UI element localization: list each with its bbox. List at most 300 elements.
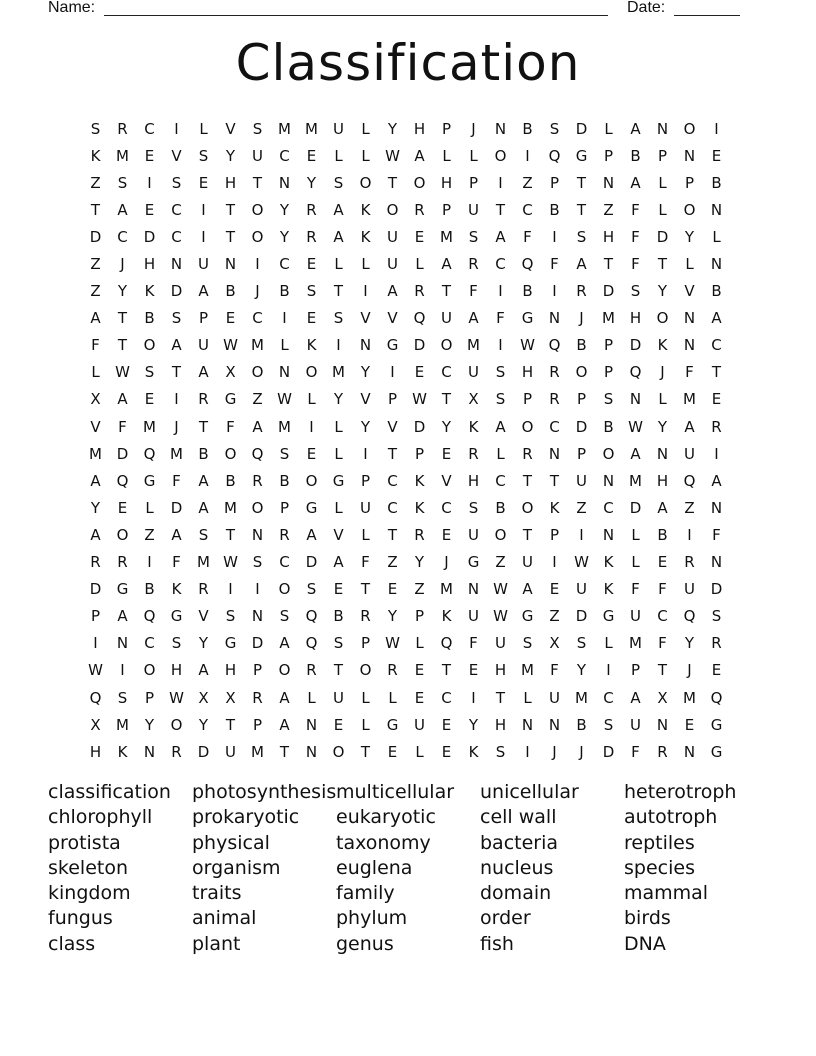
grid-letter: H xyxy=(440,173,453,192)
grid-letter: E xyxy=(414,688,425,707)
grid-letter: D xyxy=(602,742,615,761)
grid-letter: J xyxy=(444,553,449,572)
grid-letter: Q xyxy=(683,471,696,490)
grid-letter: C xyxy=(657,607,668,626)
word-list-item: fish xyxy=(480,932,514,955)
grid-letter: U xyxy=(468,363,479,382)
grid-letter: B xyxy=(144,580,155,599)
grid-letter: T xyxy=(225,525,236,544)
grid-letter: O xyxy=(521,417,534,436)
grid-letter: L xyxy=(496,444,505,463)
grid-letter: K xyxy=(657,336,668,355)
grid-letter: P xyxy=(468,173,479,192)
grid-letter: N xyxy=(548,444,561,463)
grid-letter: Y xyxy=(657,417,668,436)
grid-letter: L xyxy=(361,255,370,274)
grid-letter: J xyxy=(471,119,476,138)
grid-letter: X xyxy=(468,390,479,409)
grid-letter: C xyxy=(144,119,155,138)
grid-letter: S xyxy=(495,390,506,409)
grid-letter: I xyxy=(498,173,503,192)
grid-letter: I xyxy=(714,444,719,463)
grid-letter: V xyxy=(387,309,398,328)
grid-letter: U xyxy=(387,227,398,246)
grid-letter: I xyxy=(120,661,125,680)
word-list-item: genus xyxy=(336,932,394,955)
grid-letter: S xyxy=(333,309,344,328)
word-list-item: DNA xyxy=(624,932,666,955)
grid-letter: E xyxy=(225,309,236,328)
grid-letter: T xyxy=(657,661,668,680)
grid-letter: E xyxy=(549,580,560,599)
grid-letter: L xyxy=(658,173,667,192)
grid-letter: M xyxy=(116,146,129,165)
grid-letter: Q xyxy=(440,634,453,653)
word-list-item: eukaryotic xyxy=(336,806,436,829)
grid-letter: A xyxy=(171,525,182,544)
grid-letter: K xyxy=(171,580,182,599)
grid-letter: R xyxy=(360,607,371,626)
date-blank-line[interactable] xyxy=(674,15,740,16)
grid-letter: Y xyxy=(279,227,290,246)
grid-letter: F xyxy=(550,661,559,680)
grid-letter: O xyxy=(602,444,615,463)
grid-letter: N xyxy=(602,525,615,544)
grid-letter: O xyxy=(278,580,291,599)
grid-letter: R xyxy=(684,553,695,572)
grid-letter: P xyxy=(252,661,263,680)
grid-letter: W xyxy=(385,634,400,653)
grid-letter: E xyxy=(144,146,155,165)
grid-letter: A xyxy=(306,525,317,544)
grid-letter: E xyxy=(441,444,452,463)
grid-letter: O xyxy=(170,715,183,734)
grid-letter: A xyxy=(279,688,290,707)
grid-letter: F xyxy=(469,634,478,653)
grid-letter: T xyxy=(441,661,452,680)
grid-letter: D xyxy=(629,336,642,355)
grid-letter: P xyxy=(657,146,668,165)
grid-letter: N xyxy=(494,119,507,138)
grid-letter: A xyxy=(90,525,101,544)
grid-letter: Q xyxy=(143,607,156,626)
grid-letter: G xyxy=(224,390,237,409)
grid-letter: S xyxy=(171,309,182,328)
grid-letter: D xyxy=(413,336,426,355)
grid-letter: O xyxy=(332,742,345,761)
grid-letter: F xyxy=(631,742,640,761)
grid-letter: D xyxy=(575,607,588,626)
grid-letter: H xyxy=(521,363,534,382)
grid-letter: T xyxy=(549,471,560,490)
grid-letter: P xyxy=(360,471,371,490)
word-list-item: plant xyxy=(192,932,241,955)
grid-letter: G xyxy=(521,607,534,626)
grid-letter: P xyxy=(441,119,452,138)
grid-letter: H xyxy=(494,661,507,680)
word-list-item: bacteria xyxy=(480,831,559,854)
grid-letter: R xyxy=(522,444,533,463)
grid-letter: R xyxy=(90,553,101,572)
grid-letter: O xyxy=(359,173,372,192)
grid-letter: E xyxy=(414,227,425,246)
grid-letter: Q xyxy=(305,607,318,626)
grid-letter: Q xyxy=(629,363,642,382)
grid-letter: U xyxy=(468,607,479,626)
grid-letter: C xyxy=(441,498,452,517)
grid-letter: F xyxy=(550,255,559,274)
grid-letter: M xyxy=(251,336,264,355)
grid-letter: K xyxy=(144,282,155,301)
grid-letter: J xyxy=(687,661,692,680)
grid-letter: O xyxy=(224,444,237,463)
grid-letter: P xyxy=(198,309,209,328)
grid-letter: F xyxy=(361,553,370,572)
word-list-item: phylum xyxy=(336,907,408,930)
grid-letter: B xyxy=(576,336,587,355)
grid-letter: R xyxy=(306,200,317,219)
grid-letter: Y xyxy=(144,715,155,734)
grid-letter: B xyxy=(657,525,668,544)
grid-letter: T xyxy=(576,200,587,219)
grid-letter: E xyxy=(306,255,317,274)
grid-letter: S xyxy=(90,119,101,138)
word-list-item: class xyxy=(48,932,96,955)
grid-letter: Q xyxy=(413,309,426,328)
grid-letter: U xyxy=(333,688,344,707)
grid-letter: R xyxy=(387,661,398,680)
grid-letter: H xyxy=(467,471,480,490)
grid-letter: M xyxy=(683,390,696,409)
grid-letter: U xyxy=(198,336,209,355)
grid-letter: N xyxy=(602,173,615,192)
grid-letter: N xyxy=(683,146,696,165)
grid-letter: I xyxy=(390,363,395,382)
grid-letter: C xyxy=(117,227,128,246)
grid-letter: H xyxy=(494,715,507,734)
grid-letter: N xyxy=(629,390,642,409)
grid-letter: U xyxy=(684,444,695,463)
word-list-item: chlorophyll xyxy=(48,806,153,829)
grid-letter: M xyxy=(683,688,696,707)
grid-letter: B xyxy=(225,471,236,490)
grid-letter: S xyxy=(306,282,317,301)
grid-letter: Q xyxy=(548,336,561,355)
grid-letter: P xyxy=(414,444,425,463)
grid-letter: M xyxy=(89,444,102,463)
grid-letter: P xyxy=(603,363,614,382)
grid-letter: D xyxy=(305,553,318,572)
grid-letter: O xyxy=(683,200,696,219)
grid-letter: K xyxy=(360,227,371,246)
grid-letter: L xyxy=(604,634,613,653)
grid-letter: K xyxy=(117,742,128,761)
grid-letter: I xyxy=(498,282,503,301)
grid-letter: S xyxy=(603,390,614,409)
grid-letter: T xyxy=(252,173,263,192)
word-list-item: species xyxy=(624,856,695,879)
grid-letter: V xyxy=(360,390,371,409)
grid-letter: L xyxy=(388,688,397,707)
grid-letter: K xyxy=(468,742,479,761)
grid-letter: K xyxy=(360,200,371,219)
grid-letter: P xyxy=(90,607,101,626)
grid-letter: Y xyxy=(225,146,236,165)
grid-letter: P xyxy=(603,146,614,165)
grid-letter: O xyxy=(494,146,507,165)
grid-letter: I xyxy=(363,444,368,463)
grid-letter: O xyxy=(305,363,318,382)
grid-letter: Y xyxy=(198,715,209,734)
grid-letter: Z xyxy=(549,607,560,626)
grid-letter: A xyxy=(198,498,209,517)
grid-letter: W xyxy=(493,580,508,599)
word-list-item: order xyxy=(480,907,531,930)
grid-letter: A xyxy=(441,255,452,274)
grid-letter: I xyxy=(147,173,152,192)
grid-letter: G xyxy=(521,309,534,328)
grid-letter: T xyxy=(657,255,668,274)
grid-letter: P xyxy=(549,173,560,192)
grid-letter: E xyxy=(711,661,722,680)
grid-letter: M xyxy=(440,580,453,599)
grid-letter: H xyxy=(224,661,237,680)
grid-letter: V xyxy=(333,525,344,544)
grid-letter: T xyxy=(576,173,587,192)
grid-letter: Q xyxy=(521,255,534,274)
grid-letter: L xyxy=(469,146,478,165)
grid-letter: O xyxy=(494,525,507,544)
grid-letter: G xyxy=(305,498,318,517)
grid-letter: K xyxy=(468,417,479,436)
grid-letter: R xyxy=(657,742,668,761)
grid-letter: C xyxy=(549,417,560,436)
grid-letter: Z xyxy=(576,498,587,517)
grid-letter: T xyxy=(198,417,209,436)
grid-letter: I xyxy=(255,580,260,599)
grid-letter: B xyxy=(279,282,290,301)
grid-letter: W xyxy=(169,688,184,707)
grid-letter: F xyxy=(631,200,640,219)
grid-letter: M xyxy=(224,498,237,517)
grid-letter: A xyxy=(198,282,209,301)
grid-letter: U xyxy=(441,309,452,328)
grid-letter: A xyxy=(333,227,344,246)
grid-letter: P xyxy=(360,634,371,653)
grid-letter: N xyxy=(278,363,291,382)
grid-letter: R xyxy=(468,444,479,463)
grid-letter: A xyxy=(711,309,722,328)
word-list-item: classification xyxy=(48,781,171,803)
grid-letter: U xyxy=(225,742,236,761)
grid-letter: S xyxy=(333,634,344,653)
grid-letter: H xyxy=(170,661,183,680)
grid-letter: D xyxy=(116,444,129,463)
grid-letter: D xyxy=(197,742,210,761)
grid-letter: L xyxy=(145,498,154,517)
grid-letter: N xyxy=(683,309,696,328)
grid-letter: Y xyxy=(306,173,317,192)
grid-letter: O xyxy=(116,525,129,544)
grid-letter: A xyxy=(279,715,290,734)
grid-letter: I xyxy=(552,227,557,246)
grid-letter: G xyxy=(170,607,183,626)
grid-letter: Y xyxy=(414,553,425,572)
grid-letter: T xyxy=(171,363,182,382)
grid-letter: D xyxy=(251,634,264,653)
grid-letter: O xyxy=(656,309,669,328)
name-blank-line[interactable] xyxy=(104,15,608,16)
grid-letter: N xyxy=(278,173,291,192)
grid-letter: Y xyxy=(576,661,587,680)
grid-letter: R xyxy=(306,661,317,680)
grid-letter: R xyxy=(252,471,263,490)
grid-letter: M xyxy=(629,634,642,653)
grid-letter: U xyxy=(576,580,587,599)
grid-letter: R xyxy=(198,390,209,409)
grid-letter: G xyxy=(710,715,723,734)
grid-letter: E xyxy=(414,661,425,680)
grid-letter: C xyxy=(279,553,290,572)
grid-letter: M xyxy=(305,119,318,138)
grid-letter: R xyxy=(198,580,209,599)
grid-letter: E xyxy=(468,661,479,680)
grid-letter: O xyxy=(575,363,588,382)
grid-letter: S xyxy=(279,444,290,463)
grid-letter: Q xyxy=(116,471,129,490)
grid-letter: M xyxy=(467,336,480,355)
grid-letter: N xyxy=(116,634,129,653)
grid-letter: N xyxy=(656,119,669,138)
grid-letter: L xyxy=(658,390,667,409)
grid-letter: L xyxy=(199,119,208,138)
word-list xyxy=(48,780,768,957)
word-list-item: reptiles xyxy=(624,831,695,854)
grid-letter: Q xyxy=(143,444,156,463)
grid-letter: J xyxy=(174,417,179,436)
grid-letter: B xyxy=(549,200,560,219)
grid-letter: T xyxy=(387,444,398,463)
grid-letter: L xyxy=(307,390,316,409)
grid-letter: S xyxy=(144,363,155,382)
grid-letter: D xyxy=(710,580,723,599)
grid-letter: S xyxy=(117,173,128,192)
grid-letter: T xyxy=(711,363,722,382)
grid-letter: N xyxy=(710,553,723,572)
grid-letter: I xyxy=(309,417,314,436)
grid-letter: O xyxy=(413,173,426,192)
grid-letter: D xyxy=(170,498,183,517)
grid-letter: W xyxy=(88,661,103,680)
grid-letter: I xyxy=(606,661,611,680)
grid-letter: R xyxy=(414,282,425,301)
grid-letter: L xyxy=(658,200,667,219)
grid-letter: E xyxy=(333,580,344,599)
grid-letter: N xyxy=(548,715,561,734)
grid-letter: K xyxy=(414,498,425,517)
grid-letter: F xyxy=(523,227,532,246)
grid-letter: Y xyxy=(468,715,479,734)
grid-letter: A xyxy=(90,309,101,328)
grid-letter: X xyxy=(225,363,236,382)
grid-letter: O xyxy=(521,498,534,517)
grid-letter: H xyxy=(656,471,669,490)
grid-letter: L xyxy=(280,336,289,355)
grid-letter: T xyxy=(603,255,614,274)
grid-letter: A xyxy=(279,634,290,653)
grid-letter: H xyxy=(629,309,642,328)
grid-letter: G xyxy=(332,471,345,490)
grid-letter: P xyxy=(144,688,155,707)
grid-letter: T xyxy=(441,282,452,301)
grid-letter: R xyxy=(576,282,587,301)
grid-letter: I xyxy=(525,146,530,165)
grid-letter: I xyxy=(498,336,503,355)
grid-letter: M xyxy=(602,309,615,328)
grid-letter: N xyxy=(656,715,669,734)
grid-letter: W xyxy=(277,390,292,409)
grid-letter: O xyxy=(143,336,156,355)
grid-letter: U xyxy=(252,146,263,165)
grid-letter: S xyxy=(576,634,587,653)
grid-letter: S xyxy=(279,607,290,626)
grid-letter: G xyxy=(116,580,129,599)
grid-letter: U xyxy=(468,200,479,219)
grid-letter: W xyxy=(520,336,535,355)
grid-letter: A xyxy=(711,471,722,490)
grid-letter: V xyxy=(684,282,695,301)
grid-letter: L xyxy=(631,525,640,544)
grid-letter: V xyxy=(90,417,101,436)
grid-letter: A xyxy=(171,336,182,355)
grid-letter: Y xyxy=(117,282,128,301)
grid-letter: P xyxy=(414,607,425,626)
grid-letter: C xyxy=(603,688,614,707)
grid-letter: N xyxy=(656,444,669,463)
grid-letter: G xyxy=(386,715,399,734)
grid-letter: F xyxy=(226,417,235,436)
grid-letter: O xyxy=(683,119,696,138)
grid-letter: A xyxy=(495,227,506,246)
grid-letter: A xyxy=(630,444,641,463)
grid-letter: Q xyxy=(89,688,102,707)
grid-letter: I xyxy=(363,282,368,301)
grid-letter: M xyxy=(521,661,534,680)
grid-letter: A xyxy=(576,255,587,274)
grid-letter: A xyxy=(117,390,128,409)
grid-letter: O xyxy=(278,661,291,680)
grid-letter: L xyxy=(307,688,316,707)
word-list-item: multicellular xyxy=(336,781,455,803)
grid-letter: N xyxy=(170,255,183,274)
grid-letter: B xyxy=(198,444,209,463)
grid-letter: C xyxy=(441,363,452,382)
grid-letter: E xyxy=(441,525,452,544)
grid-letter: Y xyxy=(198,634,209,653)
grid-letter: X xyxy=(90,390,101,409)
grid-letter: R xyxy=(711,634,722,653)
grid-letter: S xyxy=(711,607,722,626)
grid-letter: U xyxy=(576,471,587,490)
grid-letter: N xyxy=(251,607,264,626)
grid-letter: S xyxy=(171,634,182,653)
grid-letter: I xyxy=(525,742,530,761)
grid-letter: H xyxy=(89,742,102,761)
grid-letter: L xyxy=(361,715,370,734)
grid-letter: R xyxy=(117,553,128,572)
grid-letter: Z xyxy=(387,553,398,572)
grid-letter: I xyxy=(93,634,98,653)
